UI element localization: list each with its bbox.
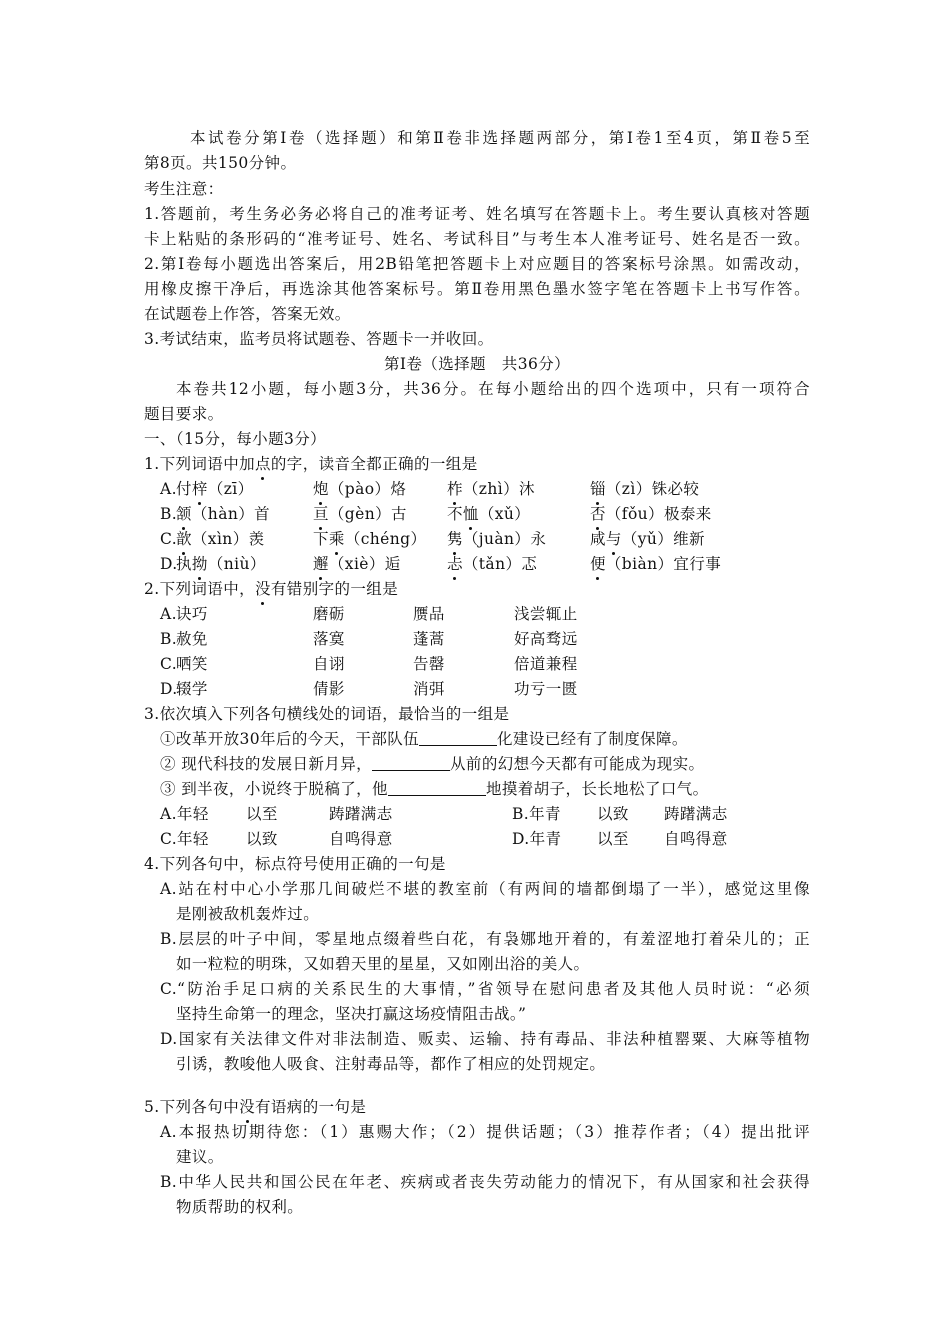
q3-stem: 3.依次填入下列各句横线处的词语，最恰当的一组是 bbox=[144, 705, 510, 723]
q4-option-c-line-1: C.“防治手足口病的关系民生的大事情，”省领导在慰问患者及其他人员时说：“必须 bbox=[160, 980, 810, 998]
q1-a-option-1: 付梓（zī） bbox=[176, 480, 254, 498]
q1-d-label: D. bbox=[160, 555, 178, 573]
q2-stem: 2.下列词语中，没有错别字的一组是 bbox=[144, 580, 399, 598]
q1-b-label: B. bbox=[160, 505, 178, 523]
q3-sentence-1: ①改革开放30年后的今天，干部队伍 化建设已经有了制度保障。 bbox=[160, 730, 688, 748]
q1-c-label: C. bbox=[160, 530, 178, 548]
q1-a-option-4: 锱（zì）铢必较 bbox=[590, 480, 700, 498]
q4-option-b-line-2: 如一粒粒的明珠，又如碧天里的星星，又如刚出浴的美人。 bbox=[176, 955, 590, 973]
q1-stem: 1.下列词语中加点的字，读音全都正确的一组是 bbox=[144, 455, 478, 473]
notice-title: 考生注意： bbox=[144, 180, 224, 198]
q2-d-word-3: 消弭 bbox=[413, 680, 445, 698]
intro-line-2: 第8页。共150分钟。 bbox=[144, 154, 297, 172]
intro-line-1: 本试卷分第Ⅰ卷（选择题）和第Ⅱ卷非选择题两部分，第Ⅰ卷1至4页，第Ⅱ卷5至 bbox=[190, 129, 810, 147]
q2-c-word-2: 自诩 bbox=[313, 655, 345, 673]
q2-a-label: A. bbox=[160, 605, 177, 623]
q3-option-b-3: 踌躇满志 bbox=[664, 805, 728, 823]
q3-option-b-2: 以致 bbox=[597, 805, 629, 823]
q2-d-word-2: 倩影 bbox=[313, 680, 345, 698]
q1-d-option-4: 便（biàn）宜行事 bbox=[590, 555, 722, 573]
q5-option-a-line-2: 建议。 bbox=[176, 1148, 224, 1166]
q1-a-option-2: 炮（pào）烙 bbox=[313, 480, 407, 498]
q3-option-d-2: 以至 bbox=[597, 830, 629, 848]
q1-d-option-2: 邂（xiè）逅 bbox=[313, 555, 401, 573]
q2-b-label: B. bbox=[160, 630, 178, 648]
q1-c-option-1: 歆（xìn）羡 bbox=[176, 530, 265, 548]
q2-b-word-2: 落寞 bbox=[313, 630, 345, 648]
q1-b-option-2: 亘（gèn）古 bbox=[313, 505, 407, 523]
q2-b-word-4: 好高骛远 bbox=[514, 630, 578, 648]
q3-option-a-2: 以至 bbox=[246, 805, 278, 823]
q2-c-word-4: 倍道兼程 bbox=[514, 655, 578, 673]
q5-stem: 5.下列各句中没有语病的一句是 bbox=[144, 1098, 367, 1116]
q5-option-b-line-2: 物质帮助的权利。 bbox=[176, 1198, 304, 1216]
q5-option-b-line-1: B.中华人民共和国公民在年老、疾病或者丧失劳动能力的情况下，有从国家和社会获得 bbox=[160, 1173, 810, 1191]
q3-option-c-2: 以致 bbox=[246, 830, 278, 848]
notice-item-2a: 2.第Ⅰ卷每小题选出答案后，用2B铅笔把答题卡上对应题目的答案标号涂黑。如需改动， bbox=[144, 255, 810, 273]
q4-option-b-line-1: B.层层的叶子中间，零星地点缀着些白花，有袅娜地开着的，有羞涩地打着朵儿的；正 bbox=[160, 930, 810, 948]
notice-item-2c: 在试题卷上作答，答案无效。 bbox=[144, 305, 351, 323]
q3-sentence-3: ③ 到半夜，小说终于脱稿了，他 地摸着胡子，长长地松了口气。 bbox=[160, 780, 709, 798]
q1-a-option-3: 柞（zhì）沐 bbox=[447, 480, 535, 498]
q2-a-word-4: 浅尝辄止 bbox=[514, 605, 578, 623]
q3-sentence-2: ② 现代科技的发展日新月异， 从前的幻想今天都有可能成为现实。 bbox=[160, 755, 705, 773]
q1-a-label: A. bbox=[160, 480, 177, 498]
q4-option-a-line-1: A.站在村中心小学那几间破烂不堪的教室前（有两间的墙都倒塌了一半），感觉这里像 bbox=[160, 880, 810, 898]
notice-item-2b: 用橡皮擦干净后，再选涂其他答案标号。第Ⅱ卷用黑色墨水签字笔在答题卡上书写作答。 bbox=[144, 280, 810, 298]
q2-c-label: C. bbox=[160, 655, 178, 673]
section-title: 第Ⅰ卷（选择题 共36分） bbox=[383, 355, 571, 373]
q4-option-d-line-1: D.国家有关法律文件对非法制造、贩卖、运输、持有毒品、非法种植罂粟、大麻等植物 bbox=[160, 1030, 810, 1048]
q2-d-word-4: 功亏一匮 bbox=[514, 680, 578, 698]
q3-option-c-3: 自鸣得意 bbox=[329, 830, 393, 848]
q1-c-option-3: 隽（juàn）永 bbox=[447, 530, 547, 548]
q3-option-d-3: 自鸣得意 bbox=[664, 830, 728, 848]
q3-option-c-1: C.年轻 bbox=[160, 830, 209, 848]
q1-d-option-3: 忐（tǎn）忑 bbox=[447, 555, 538, 573]
q1-c-option-2: 下乘（chéng） bbox=[313, 530, 427, 548]
q3-option-a-1: A.年轻 bbox=[160, 805, 209, 823]
q4-option-d-line-2: 引诱，教唆他人吸食、注射毒品等，都作了相应的处罚规定。 bbox=[176, 1055, 606, 1073]
q2-a-word-3: 赝品 bbox=[413, 605, 445, 623]
q2-b-word-1: 赦免 bbox=[176, 630, 208, 648]
notice-item-3: 3.考试结束，监考员将试题卷、答题卡一并收回。 bbox=[144, 330, 494, 348]
q1-c-option-4: 咸与（yǔ）维新 bbox=[590, 530, 705, 548]
q2-a-word-2: 磨砺 bbox=[313, 605, 345, 623]
notice-item-1a: 1.答题前，考生务必务必将自己的准考证考、姓名填写在答题卡上。考生要认真核对答题 bbox=[144, 205, 810, 223]
q3-option-a-3: 踌躇满志 bbox=[329, 805, 393, 823]
q4-option-c-line-2: 坚持生命第一的理念，坚决打赢这场疫情阻击战。” bbox=[176, 1005, 527, 1023]
section-desc-1: 本卷共12小题，每小题3分，共36分。在每小题给出的四个选项中，只有一项符合 bbox=[176, 380, 810, 398]
q1-d-option-1: 执拗（niù） bbox=[176, 555, 266, 573]
q2-a-word-1: 诀巧 bbox=[176, 605, 208, 623]
q1-b-option-3: 不恤（xǔ） bbox=[447, 505, 531, 523]
notice-item-1b: 卡上粘贴的条形码的“准考证号、姓名、考试科目”与考生本人准考证号、姓名是否一致。 bbox=[144, 230, 810, 248]
q1-b-option-1: 颔（hàn）首 bbox=[176, 505, 271, 523]
q2-c-word-1: 哂笑 bbox=[176, 655, 208, 673]
q2-c-word-3: 告罄 bbox=[413, 655, 445, 673]
part-heading: 一、（15分，每小题3分） bbox=[144, 430, 327, 448]
q2-d-label: D. bbox=[160, 680, 178, 698]
q4-option-a-line-2: 是刚被敌机轰炸过。 bbox=[176, 905, 320, 923]
q2-d-word-1: 辍学 bbox=[176, 680, 208, 698]
q5-option-a-line-1: A.本报热切期待您：（1）惠赐大作；（2）提供话题；（3）推荐作者；（4）提出批评 bbox=[160, 1123, 810, 1141]
section-desc-2: 题目要求。 bbox=[144, 405, 224, 423]
q3-option-d-1: D.年青 bbox=[512, 830, 562, 848]
q2-b-word-3: 蓬蒿 bbox=[413, 630, 445, 648]
q3-option-b-1: B.年青 bbox=[512, 805, 561, 823]
q1-b-option-4: 否（fǒu）极泰来 bbox=[590, 505, 712, 523]
q4-stem: 4.下列各句中，标点符号使用正确的一句是 bbox=[144, 855, 446, 873]
